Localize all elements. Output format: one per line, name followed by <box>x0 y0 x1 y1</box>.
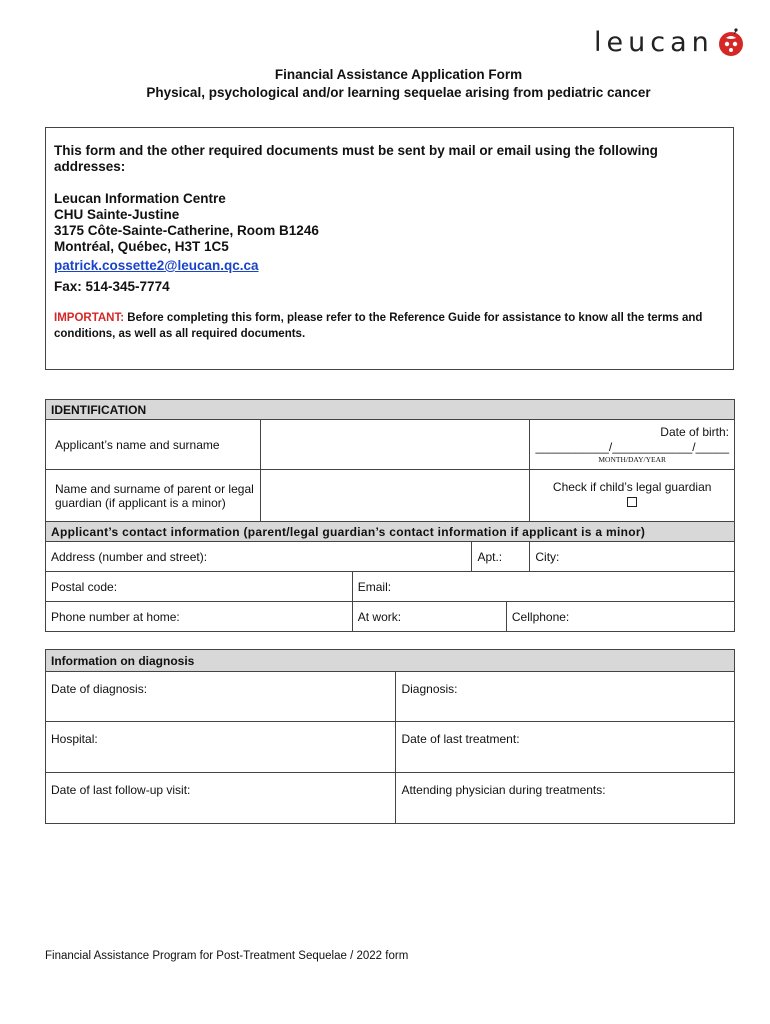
address-org: Leucan Information Centre <box>54 191 226 206</box>
work-phone-label: At work: <box>357 609 402 624</box>
diagnosis-label: Diagnosis: <box>401 682 458 696</box>
mailing-address-box <box>45 127 734 370</box>
dob-format: MONTH/DAY/YEAR <box>598 455 667 464</box>
cellphone-label: Cellphone: <box>511 609 570 624</box>
identification-table <box>45 399 735 632</box>
diagnosis-date-label: Date of diagnosis: <box>51 682 148 696</box>
cellphone-field[interactable] <box>506 602 734 632</box>
dob-cell[interactable] <box>530 420 735 470</box>
work-phone-field[interactable] <box>352 602 506 632</box>
form-title: Financial Assistance Application Form <box>274 67 523 82</box>
address-street: 3175 Côte-Sainte-Catherine, Room B1246 <box>54 223 319 238</box>
apt-label: Apt.: <box>477 549 503 564</box>
guardian-name-label: Name and surname of parent or legal guardian (if applicant is a minor) <box>46 470 261 522</box>
physician-label: Attending physician during treatments: <box>401 783 606 797</box>
home-phone-field[interactable] <box>46 602 353 632</box>
address-label: Address (number and street): <box>51 549 208 564</box>
applicant-name-label: Applicant’s name and surname <box>46 420 261 470</box>
guardian-check-label: Check if child’s legal guardian <box>552 480 712 494</box>
identification-header: IDENTIFICATION <box>46 400 735 420</box>
hospital-label: Hospital: <box>51 732 98 746</box>
diagnosis-table <box>45 649 735 824</box>
last-treatment-field[interactable] <box>396 722 735 773</box>
form-subtitle: Physical, psychological and/or learning sequelae arising from pediatric cancer <box>146 85 651 100</box>
important-note <box>54 310 724 342</box>
postal-label: Postal code: <box>51 579 118 594</box>
postal-field[interactable] <box>46 572 353 602</box>
email-link[interactable]: patrick.cossette2@leucan.qc.ca <box>54 258 259 273</box>
guardian-check-cell <box>530 470 735 522</box>
form-titles <box>0 66 770 102</box>
ladybug-icon <box>716 26 746 58</box>
home-phone-label: Phone number at home: <box>51 609 180 624</box>
followup-label: Date of last follow-up visit: <box>51 783 191 797</box>
hospital-field[interactable] <box>46 722 396 773</box>
logo-text: leucan <box>594 26 714 58</box>
address-city: Montréal, Québec, H3T 1C5 <box>54 239 229 254</box>
physician-field[interactable] <box>396 773 735 824</box>
city-label: City: <box>535 549 560 564</box>
email-label: Email: <box>357 579 392 594</box>
important-text: Before completing this form, please refer to the Reference Guide for assistance to know all the terms and conditions, as well as all required documents. <box>54 312 703 340</box>
important-label: IMPORTANT: <box>54 312 125 324</box>
followup-field[interactable] <box>46 773 396 824</box>
applicant-name-input[interactable] <box>261 420 530 470</box>
contact-header: Applicant’s contact information (parent/legal guardian’s contact information if applicant is a minor) <box>46 522 735 542</box>
diagnosis-date-field[interactable] <box>46 672 396 722</box>
dob-line: ___________/____________/_____ <box>535 440 729 454</box>
dob-label: Date of birth: <box>660 425 729 439</box>
fax-number: Fax: 514-345-7774 <box>54 279 170 294</box>
address-field[interactable] <box>46 542 472 572</box>
guardian-checkbox[interactable] <box>627 497 637 507</box>
diagnosis-header: Information on diagnosis <box>46 650 735 672</box>
footer-text: Financial Assistance Program for Post-Treatment Sequelae / 2022 form <box>45 950 409 962</box>
apt-field[interactable] <box>472 542 530 572</box>
leucan-logo <box>594 25 746 59</box>
city-field[interactable] <box>530 542 735 572</box>
guardian-name-input[interactable] <box>261 470 530 522</box>
email-field[interactable] <box>352 572 734 602</box>
diagnosis-field[interactable] <box>396 672 735 722</box>
address-hospital: CHU Sainte-Justine <box>54 207 180 222</box>
address-intro: This form and the other required documents must be sent by mail or email using the following addresses: <box>54 143 658 174</box>
last-treatment-label: Date of last treatment: <box>401 732 520 746</box>
